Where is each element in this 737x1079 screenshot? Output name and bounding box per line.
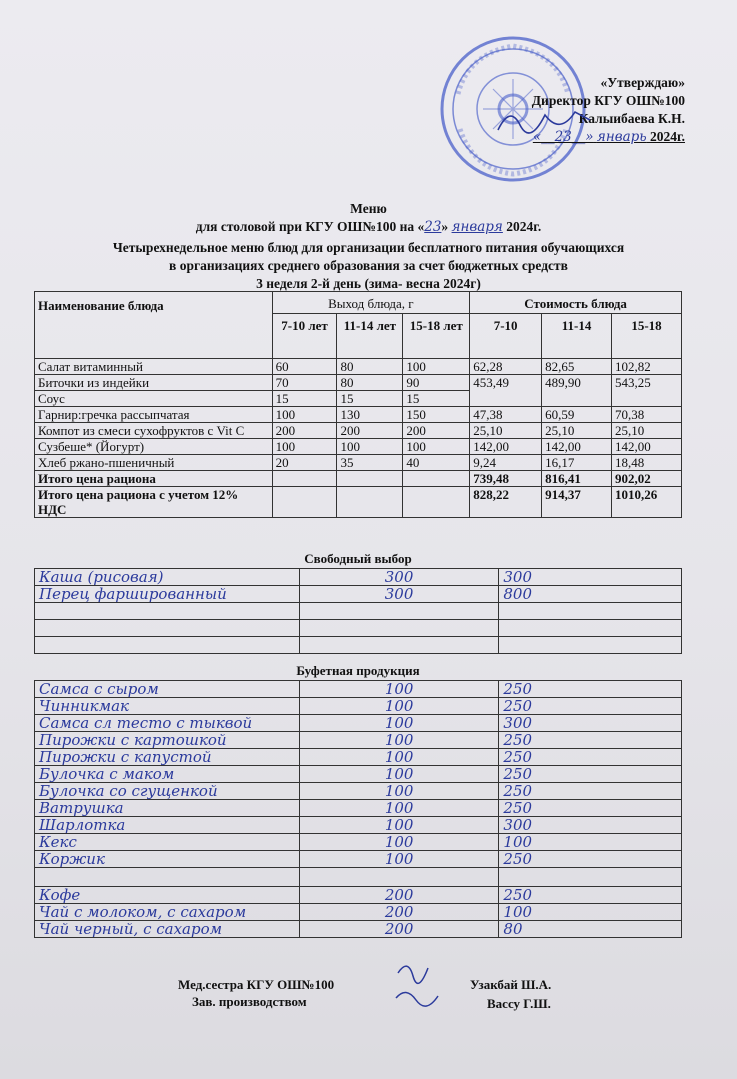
col-header-output: Выход блюда, г (272, 292, 470, 314)
cost-group-header: 11-14 (542, 314, 612, 359)
table-row (35, 681, 682, 698)
item-name: Пирожки с картошкой (35, 732, 300, 749)
total-vat-value: 1010,26 (612, 487, 682, 518)
menu-subtitle-2: в организациях среднего образования за счет бюджетных средств (169, 258, 568, 273)
table-row (35, 851, 682, 868)
item-name: Чай черный, с сахаром (35, 921, 300, 938)
item-weight: 300 (299, 586, 499, 603)
dish-cost: 62,28 (470, 359, 542, 375)
item-weight: 300 (299, 569, 499, 586)
item-name: Самса сл тесто с тыквой (35, 715, 300, 732)
buffet-title: Буфетная продукция (296, 663, 420, 678)
buffet-table (34, 680, 682, 938)
item-price: 250 (499, 749, 682, 766)
table-row (35, 868, 682, 887)
dish-cost: 16,17 (542, 455, 612, 471)
dish-cost: 142,00 (542, 439, 612, 455)
dish-cost: 60,59 (542, 407, 612, 423)
item-price: 250 (499, 800, 682, 817)
item-price: 250 (499, 732, 682, 749)
cost-group-header: 7-10 (470, 314, 542, 359)
total-value: 739,48 (470, 471, 542, 487)
table-row (35, 423, 682, 439)
table-row (35, 455, 682, 471)
item-weight: 100 (299, 715, 499, 732)
dish-output: 15 (337, 391, 403, 407)
dish-cost: 25,10 (542, 423, 612, 439)
total-vat-row (35, 487, 682, 518)
dish-output: 100 (403, 439, 470, 455)
dish-output: 80 (337, 359, 403, 375)
dish-cost: 25,10 (612, 423, 682, 439)
approval-line-3: Калыибаева К.Н. (578, 111, 685, 126)
dish-output: 100 (272, 407, 337, 423)
table-row (35, 439, 682, 455)
item-name: Булочка со сгущенкой (35, 783, 300, 800)
item-name: Перец фаршированный (35, 586, 300, 603)
item-weight: 100 (299, 732, 499, 749)
approval-line-1: «Утверждаю» (600, 75, 685, 90)
item-weight: 100 (299, 851, 499, 868)
item-price: 100 (499, 904, 682, 921)
item-weight: 100 (299, 749, 499, 766)
table-row (35, 904, 682, 921)
item-name: Шарлотка (35, 817, 300, 834)
dish-output: 70 (272, 375, 337, 391)
table-row (35, 887, 682, 904)
dish-cost: 453,49 (470, 375, 542, 407)
menu-date-line: для столовой при КГУ ОШ№100 на «23» января 2024г. (195, 219, 542, 235)
dish-output: 90 (403, 375, 470, 391)
item-price: 250 (499, 681, 682, 698)
free-choice-title: Свободный выбор (304, 551, 412, 566)
table-row (35, 698, 682, 715)
dish-output: 15 (272, 391, 337, 407)
dish-cost: 82,65 (542, 359, 612, 375)
nurse-name: Узакбай Ш.А. (470, 977, 552, 992)
dish-output: 100 (272, 439, 337, 455)
approval-date: «__23__» январь 2024г. (532, 129, 685, 145)
total-vat-value: 914,37 (542, 487, 612, 518)
table-row (35, 407, 682, 423)
item-weight: 100 (299, 783, 499, 800)
item-name: Пирожки с капустой (35, 749, 300, 766)
dish-cost: 47,38 (470, 407, 542, 423)
item-price: 80 (499, 921, 682, 938)
col-header-cost: Стоимость блюда (470, 292, 682, 314)
item-weight: 100 (299, 766, 499, 783)
item-price: 800 (499, 586, 682, 603)
item-name: Булочка с маком (35, 766, 300, 783)
item-price: 250 (499, 698, 682, 715)
item-price: 250 (499, 887, 682, 904)
dish-cost: 25,10 (470, 423, 542, 439)
table-row (35, 586, 682, 603)
director-signature (490, 100, 600, 140)
item-name: Кофе (35, 887, 300, 904)
dish-cost: 18,48 (612, 455, 682, 471)
table-row (35, 569, 682, 586)
dish-output: 15 (403, 391, 470, 407)
total-vat-label: Итого цена рациона с учетом 12% НДС (35, 487, 273, 518)
item-weight: 200 (299, 921, 499, 938)
dish-name: Компот из смеси сухофруктов с Vit C (35, 423, 273, 439)
total-vat-value: 828,22 (470, 487, 542, 518)
item-weight: 100 (299, 817, 499, 834)
dish-output: 60 (272, 359, 337, 375)
dish-output: 80 (337, 375, 403, 391)
dish-cost: 543,25 (612, 375, 682, 407)
table-row (35, 834, 682, 851)
item-price: 300 (499, 817, 682, 834)
table-row (35, 800, 682, 817)
chef-label: Зав. производством (192, 994, 307, 1009)
table-row (35, 715, 682, 732)
dish-cost: 102,82 (612, 359, 682, 375)
dish-output: 130 (337, 407, 403, 423)
item-price: 250 (499, 851, 682, 868)
item-price: 250 (499, 783, 682, 800)
item-name: Ватрушка (35, 800, 300, 817)
item-name (35, 868, 300, 887)
approval-line-2: Директор КГУ ОШ№100 (531, 93, 685, 108)
menu-title: Меню (350, 201, 387, 216)
dish-name: Соус (35, 391, 273, 407)
table-row (35, 817, 682, 834)
item-name: Кекс (35, 834, 300, 851)
menu-subtitle: Четырехнедельное меню блюд для организации бесплатного питания обучающихся (112, 240, 625, 255)
dish-output: 100 (403, 359, 470, 375)
dish-name: Хлеб ржано-пшеничный (35, 455, 273, 471)
dish-cost: 9,24 (470, 455, 542, 471)
table-row (35, 921, 682, 938)
item-weight: 100 (299, 681, 499, 698)
table-row (35, 783, 682, 800)
dish-output: 40 (403, 455, 470, 471)
item-price: 250 (499, 766, 682, 783)
table-row (35, 766, 682, 783)
item-weight: 100 (299, 834, 499, 851)
item-price: 300 (499, 715, 682, 732)
total-row (35, 471, 682, 487)
dish-name: Биточки из индейки (35, 375, 273, 391)
menu-table (34, 291, 682, 518)
total-value: 816,41 (542, 471, 612, 487)
dish-output: 20 (272, 455, 337, 471)
age-group-header: 7-10 лет (272, 314, 337, 359)
chef-name: Вассу Г.Ш. (487, 996, 551, 1011)
nurse-label: Мед.сестра КГУ ОШ№100 (178, 977, 335, 992)
col-header-name: Наименование блюда (35, 292, 273, 359)
item-name: Чай с молоком, с сахаром (35, 904, 300, 921)
table-row (35, 749, 682, 766)
item-name: Каша (рисовая) (35, 569, 300, 586)
item-weight (299, 868, 499, 887)
item-weight: 100 (299, 800, 499, 817)
dish-name: Салат витаминный (35, 359, 273, 375)
item-name: Самса с сыром (35, 681, 300, 698)
dish-output: 100 (337, 439, 403, 455)
dish-output: 200 (337, 423, 403, 439)
table-row (35, 732, 682, 749)
item-price: 100 (499, 834, 682, 851)
age-group-header: 11-14 лет (337, 314, 403, 359)
table-row (35, 359, 682, 375)
dish-output: 200 (403, 423, 470, 439)
total-label: Итого цена рациона (35, 471, 273, 487)
dish-cost: 70,38 (612, 407, 682, 423)
dish-output: 200 (272, 423, 337, 439)
age-group-header: 15-18 лет (403, 314, 470, 359)
item-weight: 200 (299, 904, 499, 921)
item-name: Чинникмак (35, 698, 300, 715)
dish-cost: 142,00 (612, 439, 682, 455)
signature-scribble (388, 958, 448, 1018)
dish-name: Гарнир:гречка рассыпчатая (35, 407, 273, 423)
dish-output: 150 (403, 407, 470, 423)
item-name: Коржик (35, 851, 300, 868)
table-row (35, 375, 682, 391)
free-choice-table (34, 568, 682, 654)
item-price (499, 868, 682, 887)
dish-cost: 142,00 (470, 439, 542, 455)
dish-name: Сузбеше* (Йогурт) (35, 439, 273, 455)
dish-cost: 489,90 (542, 375, 612, 407)
item-price: 300 (499, 569, 682, 586)
dish-output: 35 (337, 455, 403, 471)
total-value: 902,02 (612, 471, 682, 487)
item-weight: 200 (299, 887, 499, 904)
menu-week-day: 3 неделя 2-й день (зима- весна 2024г) (256, 276, 481, 291)
cost-group-header: 15-18 (612, 314, 682, 359)
item-weight: 100 (299, 698, 499, 715)
